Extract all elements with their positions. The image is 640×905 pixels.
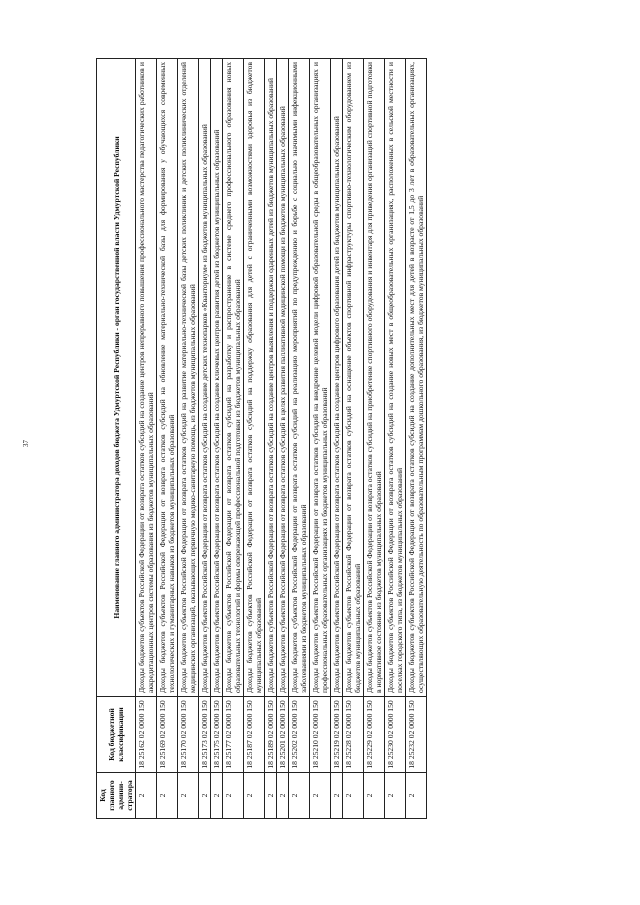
admin-code-cell: 2 xyxy=(211,773,223,819)
description-cell: Доходы бюджетов субъектов Российской Федерации от возврата остатков субсидий на реализацию мероприятий по предупреждению и борьбе с социально значимыми инфекционными заболеваниями из бюджетов муниципальных образований xyxy=(289,59,310,697)
budget-code-cell: 18 25177 02 0000 150 xyxy=(223,697,244,773)
table-row xyxy=(385,59,406,819)
table-row xyxy=(178,59,199,819)
budget-code-cell: 18 25219 02 0000 150 xyxy=(331,697,343,773)
admin-code-cell: 2 xyxy=(244,773,265,819)
budget-code-cell: 18 25187 02 0000 150 xyxy=(244,697,265,773)
table-row xyxy=(157,59,178,819)
page-number: 37 xyxy=(22,440,30,447)
admin-code-cell: 2 xyxy=(277,773,289,819)
table-row xyxy=(265,59,277,819)
budget-code-cell: 18 25230 02 0000 150 xyxy=(385,697,406,773)
description-cell: Доходы бюджетов субъектов Российской Федерации от возврата остатков субсидий в целях развития паллиативной медицинской помощи из бюджетов муниципальных образований xyxy=(277,59,289,697)
table-row xyxy=(223,59,244,819)
header-admin-name: Наименование главного администратора доходов бюджета Удмуртской Республики - орган государственной власти Удмуртской Республики xyxy=(97,59,136,697)
description-cell: Доходы бюджетов субъектов Российской Федерации от возврата остатков субсидий на поддержку образования для детей с ограниченными возможностями здоровья из бюджетов муниципальных образований xyxy=(244,59,265,697)
description-cell: Доходы бюджетов субъектов Российской Федерации от возврата остатков субсидий на внедрение целевой модели цифровой образовательной среды в общеобразовательных организациях и профессиональных образовательных организациях из бюджетов муниципальных образований xyxy=(310,59,331,697)
description-cell: Доходы бюджетов субъектов Российской Федерации от возврата остатков субсидий на приобретение спортивного оборудования и инвентаря для приведения организаций спортивной подготовки в нормативное состояние из бюджетов муниципальных образований xyxy=(364,59,385,697)
description-cell: Доходы бюджетов субъектов Российской Федерации от возврата остатков субсидий на создание ключевых центров развития детей из бюджетов муниципальных образований xyxy=(211,59,223,697)
admin-code-cell: 2 xyxy=(331,773,343,819)
description-cell: Доходы бюджетов субъектов Российской Федерации от возврата остатков субсидий на разработку и распространение в системе среднего профессионального образования новых образовательных технологий и формы опережающей профессиональной подготовки из бюджетов муниципальных образований xyxy=(223,59,244,697)
revenue-code-table xyxy=(96,58,427,819)
header-admin-code: Код главного админи-стратора xyxy=(97,773,136,819)
description-cell: Доходы бюджетов субъектов Российской Федерации от возврата остатков субсидий на создание новых мест в общеобразовательных организациях, расположенных в сельской местности и поселках городского типа, из бюджетов муниципальных образований xyxy=(385,59,406,697)
budget-code-cell: 18 25210 02 0000 150 xyxy=(310,697,331,773)
table-row xyxy=(364,59,385,819)
description-cell: Доходы бюджетов субъектов Российской Федерации от возврата остатков субсидий на создание центров цифрового образования детей из бюджетов муниципальных образований xyxy=(331,59,343,697)
description-cell: Доходы бюджетов субъектов Российской Федерации от возврата остатков субсидий на создание центров выявления и поддержки одаренных детей из бюджетов муниципальных образований xyxy=(265,59,277,697)
header-budget-code: Код бюджетной классификации xyxy=(97,697,136,773)
description-cell: Доходы бюджетов субъектов Российской Федерации от возврата остатков субсидий на создание детских технопарков «Кванториум» из бюджетов муниципальных образований xyxy=(199,59,211,697)
budget-code-cell: 18 25189 02 0000 150 xyxy=(265,697,277,773)
admin-code-cell: 2 xyxy=(136,773,157,819)
table-row xyxy=(331,59,343,819)
budget-code-cell: 18 25201 02 0000 150 xyxy=(277,697,289,773)
budget-code-cell: 18 25229 02 0000 150 xyxy=(364,697,385,773)
admin-code-cell: 2 xyxy=(157,773,178,819)
admin-code-cell: 2 xyxy=(199,773,211,819)
table-row xyxy=(406,59,427,819)
rotated-table-container xyxy=(96,59,578,819)
budget-code-cell: 18 25169 02 0000 150 xyxy=(157,697,178,773)
description-cell: Доходы бюджетов субъектов Российской Федерации от возврата остатков субсидий на развитие материально-технической базы детских поликлиник и детских поликлинических отделений медицинских организаций, оказывающих первичную медико-санитарную помощь, из бюджетов муниципальных образований xyxy=(178,59,199,697)
description-cell: Доходы бюджетов субъектов Российской Федерации от возврата остатков субсидий на обновление материально-технической базы для формирования у обучающихся современных технологических и гуманитарных навыков из бюджетов муниципальных образований xyxy=(157,59,178,697)
budget-code-cell: 18 25175 02 0000 150 xyxy=(211,697,223,773)
description-cell: Доходы бюджетов субъектов Российской Федерации от возврата остатков субсидий на оснащение объектов спортивной инфраструктуры спортивно-технологическим оборудованием из бюджетов муниципальных образований xyxy=(343,59,364,697)
admin-code-cell: 2 xyxy=(406,773,427,819)
admin-code-cell: 2 xyxy=(385,773,406,819)
description-cell: Доходы бюджетов субъектов Российской Федерации от возврата остатков субсидий на создание центров непрерывного повышения профессионального мастерства педагогических работников и аккредитационных центров системы образования из бюджетов муниципальных образований xyxy=(136,59,157,697)
admin-code-cell: 2 xyxy=(310,773,331,819)
budget-code-cell: 18 25173 02 0000 150 xyxy=(199,697,211,773)
table-row xyxy=(211,59,223,819)
table-row xyxy=(310,59,331,819)
table-row xyxy=(199,59,211,819)
admin-code-cell: 2 xyxy=(364,773,385,819)
table-row xyxy=(343,59,364,819)
admin-code-cell: 2 xyxy=(343,773,364,819)
table-row xyxy=(289,59,310,819)
table-row xyxy=(277,59,289,819)
description-cell: Доходы бюджетов субъектов Российской Федерации от возврата остатков субсидий на создание дополнительных мест для детей в возрасте от 1,5 до 3 лет в образовательных организациях, осуществляющих образовательную деятельность по образовательным программам дошкольного образования, из бюджетов муниципальных образований xyxy=(406,59,427,697)
budget-code-cell: 18 25162 02 0000 150 xyxy=(136,697,157,773)
admin-code-cell: 2 xyxy=(178,773,199,819)
table-body xyxy=(136,59,427,819)
table-row xyxy=(244,59,265,819)
admin-code-cell: 2 xyxy=(223,773,244,819)
budget-code-cell: 18 25232 02 0000 150 xyxy=(406,697,427,773)
budget-code-cell: 18 25170 02 0000 150 xyxy=(178,697,199,773)
table-header-row xyxy=(97,59,136,819)
admin-code-cell: 2 xyxy=(265,773,277,819)
admin-code-cell: 2 xyxy=(289,773,310,819)
budget-code-cell: 18 25202 02 0000 150 xyxy=(289,697,310,773)
budget-code-cell: 18 25228 02 0000 150 xyxy=(343,697,364,773)
table-row xyxy=(136,59,157,819)
